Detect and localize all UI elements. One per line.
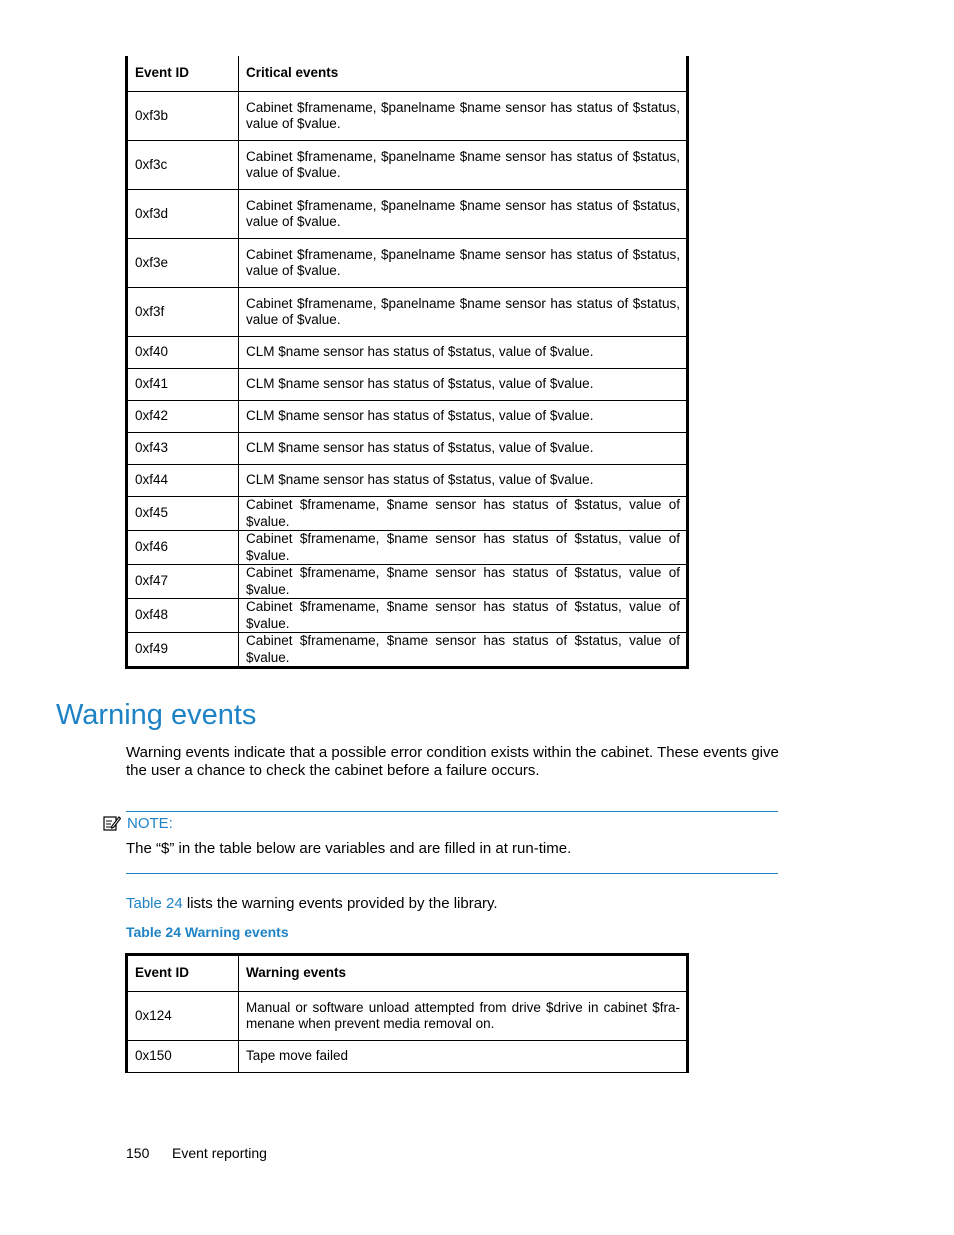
event-description-cell: Cabinet $framename, $name sensor has status of $status, value of $value. (239, 633, 688, 668)
note-top-rule (126, 811, 778, 812)
table-reference-paragraph (126, 895, 786, 913)
event-description-cell: Cabinet $framename, $panelname $name sensor has status of $status, value of $value. (239, 190, 688, 239)
event-description-cell: CLM $name sensor has status of $status, value of $value. (239, 401, 688, 433)
page-number: 150 (126, 1145, 150, 1161)
table-row (127, 369, 688, 401)
event-id-cell: 0xf45 (127, 497, 239, 531)
event-description-cell: Cabinet $framename, $panelname $name sensor has status of $status, value of $value. (239, 92, 688, 141)
event-description-cell: Cabinet $framename, $panelname $name sensor has status of $status, value of $value. (239, 288, 688, 337)
table-row (127, 565, 688, 599)
event-id-cell: 0xf40 (127, 337, 239, 369)
note-label: NOTE: (127, 815, 173, 832)
event-id-cell: 0xf47 (127, 565, 239, 599)
table-row (127, 433, 688, 465)
table-row (127, 531, 688, 565)
event-description-cell: Cabinet $framename, $name sensor has status of $status, value of $value. (239, 565, 688, 599)
note-pencil-icon (103, 815, 121, 831)
table-caption: Table 24 Warning events (126, 924, 289, 940)
event-id-cell: 0xf46 (127, 531, 239, 565)
intro-paragraph: Warning events indicate that a possible error condition exists within the cabinet. These events give the user a chance to check the cabinet before a failure occurs. (126, 744, 779, 779)
column-header-event-id: Event ID (127, 955, 239, 992)
table-row (127, 239, 688, 288)
event-description-cell: CLM $name sensor has status of $status, value of $value. (239, 433, 688, 465)
table-header-row (127, 56, 688, 92)
event-id-cell: 0x124 (127, 992, 239, 1041)
event-id-cell: 0xf43 (127, 433, 239, 465)
event-description-cell: Cabinet $framename, $name sensor has status of $status, value of $value. (239, 531, 688, 565)
event-description-cell: Manual or software unload attempted from drive $drive in cabinet $fra-menane when prevent media removal on. (239, 992, 688, 1041)
event-description-cell: CLM $name sensor has status of $status, value of $value. (239, 369, 688, 401)
table-row (127, 599, 688, 633)
event-id-cell: 0xf49 (127, 633, 239, 668)
table-row (127, 465, 688, 497)
event-id-cell: 0xf3d (127, 190, 239, 239)
event-id-cell: 0xf3c (127, 141, 239, 190)
event-id-cell: 0xf3f (127, 288, 239, 337)
table-reference-text: lists the warning events provided by the library. (182, 895, 498, 912)
section-heading: Warning events (56, 699, 257, 731)
event-description-cell: CLM $name sensor has status of $status, value of $value. (239, 465, 688, 497)
column-header-event-id: Event ID (127, 56, 239, 92)
event-id-cell: 0xf3e (127, 239, 239, 288)
event-description-cell: CLM $name sensor has status of $status, value of $value. (239, 337, 688, 369)
event-id-cell: 0x150 (127, 1041, 239, 1073)
event-id-cell: 0xf44 (127, 465, 239, 497)
event-description-cell: Cabinet $framename, $name sensor has status of $status, value of $value. (239, 497, 688, 531)
note-bottom-rule (126, 873, 778, 874)
warning-events-table (125, 953, 689, 1073)
table-row (127, 141, 688, 190)
table-row (127, 497, 688, 531)
table-row (127, 1041, 688, 1073)
table-row (127, 992, 688, 1041)
event-description-cell: Tape move failed (239, 1041, 688, 1073)
event-id-cell: 0xf48 (127, 599, 239, 633)
table-row (127, 401, 688, 433)
column-header-warning-events: Warning events (239, 955, 688, 992)
table-row (127, 190, 688, 239)
table-row (127, 92, 688, 141)
event-description-cell: Cabinet $framename, $name sensor has status of $status, value of $value. (239, 599, 688, 633)
event-description-cell: Cabinet $framename, $panelname $name sensor has status of $status, value of $value. (239, 239, 688, 288)
event-description-cell: Cabinet $framename, $panelname $name sensor has status of $status, value of $value. (239, 141, 688, 190)
note-text: The “$” in the table below are variables and are filled in at run-time. (126, 840, 572, 857)
event-id-cell: 0xf42 (127, 401, 239, 433)
table-header-row (127, 955, 688, 992)
table-row (127, 337, 688, 369)
event-id-cell: 0xf3b (127, 92, 239, 141)
column-header-critical-events: Critical events (239, 56, 688, 92)
table-row (127, 633, 688, 668)
critical-events-table (125, 56, 689, 669)
table-row (127, 288, 688, 337)
footer-section-title: Event reporting (172, 1145, 267, 1161)
table-24-link[interactable]: Table 24 (126, 895, 183, 912)
event-id-cell: 0xf41 (127, 369, 239, 401)
